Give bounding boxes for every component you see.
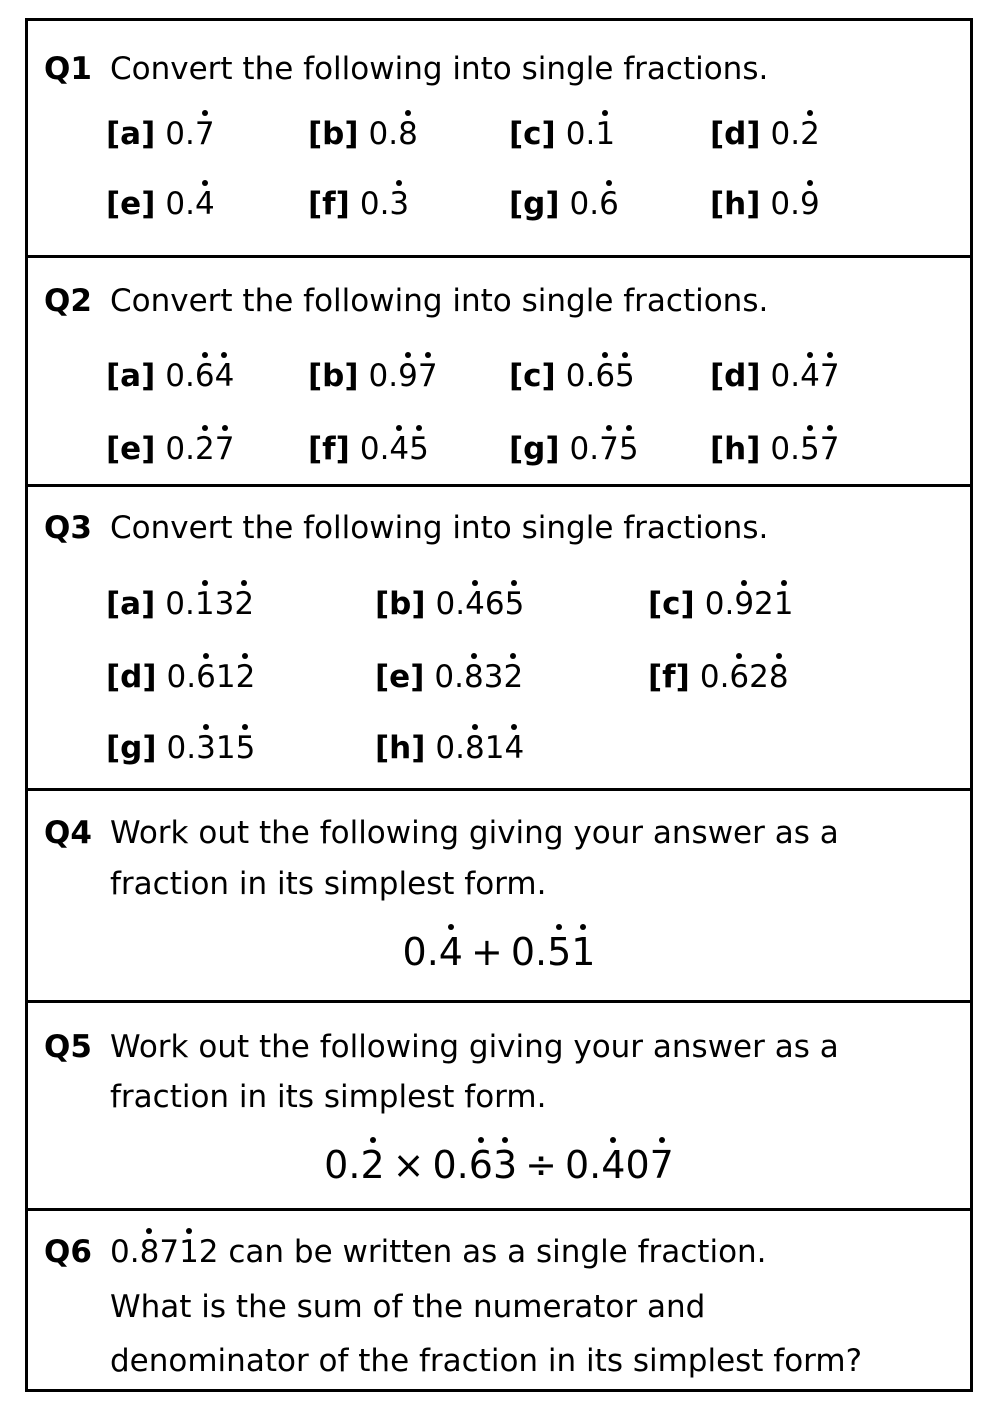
recurring-digit: 6 [599, 186, 619, 222]
digit: 0 [359, 431, 380, 467]
question-4 [28, 791, 970, 1003]
recurring-digit: 7 [819, 358, 840, 394]
digit: . [186, 730, 197, 766]
recurring-digit: 4 [389, 431, 410, 467]
recurring-number [565, 1143, 674, 1187]
digit: . [589, 431, 600, 467]
recurring-digit: 5 [800, 431, 820, 467]
digit: 0 [435, 586, 456, 622]
question-number: Q2 [44, 283, 92, 319]
digit: . [379, 431, 390, 467]
question-item [375, 730, 525, 766]
question-item [710, 186, 820, 222]
digit: . [129, 1234, 140, 1270]
question-item [106, 586, 255, 622]
recurring-number [369, 358, 438, 394]
digit: 0 [165, 116, 185, 152]
item-label: [a] [106, 358, 156, 394]
digit: . [585, 116, 596, 152]
digit: 0 [165, 586, 185, 622]
digit: 0 [564, 1143, 590, 1187]
digit: 2 [749, 659, 769, 695]
question-3 [28, 487, 970, 791]
question-5 [28, 1003, 970, 1211]
recurring-digit: 8 [139, 1234, 160, 1270]
digit: 0 [565, 116, 586, 152]
recurring-digit: 1 [571, 930, 596, 974]
digit: . [379, 186, 390, 222]
digit: . [724, 586, 735, 622]
recurring-digit: 1 [595, 116, 616, 152]
digit: . [388, 116, 399, 152]
question-text-line-2: fraction in its simplest form. [110, 866, 547, 902]
digit: 0 [770, 186, 791, 222]
item-label: [b] [308, 116, 359, 152]
digit: . [388, 358, 399, 394]
recurring-digit: 8 [768, 659, 789, 695]
question-1 [28, 21, 970, 258]
recurring-digit: 2 [800, 116, 820, 152]
item-label: [a] [106, 116, 156, 152]
question-item [308, 186, 410, 222]
digit: 3 [214, 586, 235, 622]
recurring-number [511, 930, 596, 974]
recurring-digit: 7 [194, 116, 215, 152]
question-item [106, 431, 235, 467]
item-label: [h] [710, 186, 761, 222]
recurring-digit: 3 [196, 730, 216, 766]
question-item [308, 116, 418, 152]
digit: . [790, 116, 801, 152]
recurring-number [167, 659, 256, 695]
digit: 6 [484, 586, 505, 622]
digit: 0 [110, 1234, 130, 1270]
recurring-digit: 4 [438, 930, 463, 974]
digit: . [454, 659, 464, 695]
question-number: Q4 [44, 815, 92, 851]
question-text-line-3: denominator of the fraction in its simplest form? [110, 1343, 863, 1379]
question-text-line-2: fraction in its simplest form. [110, 1079, 547, 1115]
recurring-digit: 9 [398, 358, 418, 394]
recurring-digit: 7 [819, 431, 840, 467]
item-label: [e] [106, 431, 156, 467]
recurring-digit: 5 [235, 730, 256, 766]
item-label: [d] [710, 116, 761, 152]
digit: 0 [166, 659, 187, 695]
digit: 0 [166, 730, 187, 766]
item-label: [f] [308, 186, 350, 222]
question-item [106, 186, 215, 222]
digit: 1 [215, 659, 236, 695]
digit: . [186, 659, 197, 695]
digit: . [790, 186, 800, 222]
item-label: [g] [106, 730, 157, 766]
digit: 0 [324, 1143, 349, 1187]
recurring-digit: 6 [468, 1143, 493, 1187]
digit: 0 [569, 186, 590, 222]
question-number: Q6 [44, 1234, 92, 1270]
recurring-number [436, 586, 525, 622]
question-text-line-1 [110, 1234, 767, 1270]
item-label: [d] [106, 659, 157, 695]
recurring-number [165, 116, 214, 152]
recurring-number [771, 358, 840, 394]
recurring-digit: 6 [729, 659, 750, 695]
question-item [509, 358, 635, 394]
question-item [308, 431, 429, 467]
digit: . [589, 186, 600, 222]
question-text-line-2: What is the sum of the numerator and [110, 1289, 706, 1325]
digit: 0 [510, 930, 536, 974]
recurring-number [110, 1234, 219, 1270]
digit: 0 [368, 116, 389, 152]
expression [28, 1143, 970, 1187]
item-label: [a] [106, 586, 156, 622]
question-item [710, 358, 840, 394]
question-item [106, 730, 256, 766]
digit: . [185, 358, 195, 394]
digit: . [455, 586, 466, 622]
question-item [509, 186, 619, 222]
digit: 0 [699, 659, 720, 695]
recurring-number [165, 431, 234, 467]
digit: 0 [770, 358, 791, 394]
recurring-digit: 2 [234, 586, 255, 622]
question-item [375, 659, 524, 695]
recurring-digit: 7 [417, 358, 438, 394]
digit: 7 [159, 1234, 180, 1270]
digit: . [348, 1143, 361, 1187]
operator: ÷ [525, 1143, 557, 1187]
question-item [710, 116, 820, 152]
recurring-number [432, 1143, 517, 1187]
digit: . [185, 116, 195, 152]
digit: . [185, 586, 195, 622]
question-number: Q1 [44, 51, 92, 87]
question-item [509, 116, 616, 152]
question-text: Convert the following into single fractions. [110, 510, 769, 546]
recurring-digit: 4 [800, 358, 820, 394]
question-text-line-1: Work out the following giving your answer as a [110, 1029, 839, 1065]
question-item [648, 659, 789, 695]
question-number: Q5 [44, 1029, 92, 1065]
digit: 0 [770, 431, 791, 467]
digit: . [185, 186, 195, 222]
recurring-number [360, 431, 429, 467]
digit: 0 [704, 586, 725, 622]
recurring-digit: 3 [492, 1143, 518, 1187]
recurring-digit: 4 [601, 1143, 626, 1187]
question-item [106, 116, 215, 152]
digit: . [185, 431, 195, 467]
recurring-digit: 7 [599, 431, 619, 467]
recurring-digit: 3 [389, 186, 410, 222]
recurring-digit: 9 [734, 586, 755, 622]
recurring-digit: 2 [503, 659, 524, 695]
recurring-number [566, 358, 635, 394]
digit: . [456, 1143, 469, 1187]
question-item [648, 586, 794, 622]
question-text-rest: can be written as a single fraction. [218, 1234, 767, 1270]
question-item [106, 358, 235, 394]
recurring-digit: 8 [398, 116, 418, 152]
recurring-number [771, 116, 820, 152]
item-label: [g] [509, 431, 560, 467]
digit: 0 [569, 431, 590, 467]
question-item [308, 358, 438, 394]
expression [28, 930, 970, 974]
recurring-digit: 8 [465, 730, 485, 766]
question-6 [28, 1211, 970, 1389]
question-text-line-1: Work out the following giving your answer as a [110, 815, 839, 851]
recurring-digit: 2 [194, 431, 215, 467]
digit: . [426, 930, 439, 974]
digit: 0 [434, 659, 455, 695]
recurring-digit: 1 [194, 586, 215, 622]
item-label: [b] [308, 358, 359, 394]
question-item [375, 586, 525, 622]
recurring-digit: 9 [800, 186, 820, 222]
digit: . [535, 930, 548, 974]
recurring-digit: 5 [547, 930, 572, 974]
digit: . [455, 730, 465, 766]
recurring-number [700, 659, 789, 695]
digit: 0 [368, 358, 389, 394]
digit: 0 [565, 358, 586, 394]
recurring-number [570, 431, 639, 467]
item-label: [c] [509, 116, 556, 152]
item-label: [c] [509, 358, 556, 394]
recurring-digit: 7 [214, 431, 235, 467]
operator: × [392, 1143, 425, 1187]
recurring-digit: 7 [649, 1143, 674, 1187]
question-item [710, 431, 840, 467]
digit: 0 [165, 186, 186, 222]
recurring-digit: 4 [504, 730, 525, 766]
question-number: Q3 [44, 510, 92, 546]
item-label: [d] [710, 358, 761, 394]
digit: . [585, 358, 596, 394]
recurring-digit: 1 [773, 586, 794, 622]
digit: 1 [215, 730, 236, 766]
digit: 3 [483, 659, 504, 695]
recurring-number [369, 116, 418, 152]
recurring-number [566, 116, 615, 152]
digit: . [790, 358, 801, 394]
digit: 0 [432, 1143, 457, 1187]
recurring-digit: 6 [196, 659, 216, 695]
item-label: [c] [648, 586, 695, 622]
item-label: [g] [509, 186, 560, 222]
digit: 0 [165, 431, 186, 467]
digit: 2 [198, 1234, 219, 1270]
recurring-digit: 5 [615, 358, 635, 394]
worksheet [25, 18, 973, 1392]
item-label: [f] [308, 431, 350, 467]
recurring-digit: 1 [179, 1234, 199, 1270]
digit: 1 [484, 730, 505, 766]
digit: 0 [435, 730, 456, 766]
recurring-digit: 5 [504, 586, 525, 622]
recurring-number [435, 730, 524, 766]
recurring-number [165, 186, 214, 222]
question-text: Convert the following into single fractions. [110, 283, 769, 319]
recurring-number [324, 1143, 384, 1187]
item-label: [f] [648, 659, 690, 695]
recurring-number [570, 186, 619, 222]
recurring-digit: 8 [463, 659, 484, 695]
recurring-digit: 4 [194, 186, 215, 222]
digit: 0 [359, 186, 380, 222]
recurring-digit: 6 [194, 358, 215, 394]
recurring-digit: 6 [595, 358, 616, 394]
item-label: [b] [375, 586, 426, 622]
recurring-digit: 5 [618, 431, 639, 467]
recurring-number [770, 431, 839, 467]
recurring-number [434, 659, 523, 695]
digit: 0 [402, 930, 427, 974]
digit: . [719, 659, 730, 695]
recurring-number [165, 586, 254, 622]
digit: . [589, 1143, 602, 1187]
recurring-number [360, 186, 409, 222]
recurring-digit: 2 [235, 659, 256, 695]
recurring-number [167, 730, 256, 766]
recurring-number [165, 358, 234, 394]
recurring-number [705, 586, 794, 622]
recurring-number [403, 930, 463, 974]
recurring-digit: 5 [409, 431, 429, 467]
recurring-digit: 4 [465, 586, 485, 622]
digit: 2 [754, 586, 774, 622]
question-2 [28, 258, 970, 487]
digit: 0 [625, 1143, 650, 1187]
item-label: [h] [710, 431, 761, 467]
digit: 0 [770, 116, 791, 152]
item-label: [h] [375, 730, 426, 766]
item-label: [e] [375, 659, 425, 695]
recurring-digit: 2 [360, 1143, 385, 1187]
recurring-number [770, 186, 819, 222]
question-item [106, 659, 256, 695]
digit: . [790, 431, 800, 467]
question-text: Convert the following into single fractions. [110, 51, 769, 87]
operator: + [470, 930, 503, 974]
item-label: [e] [106, 186, 156, 222]
recurring-digit: 4 [214, 358, 235, 394]
question-item [509, 431, 639, 467]
digit: 0 [165, 358, 185, 394]
